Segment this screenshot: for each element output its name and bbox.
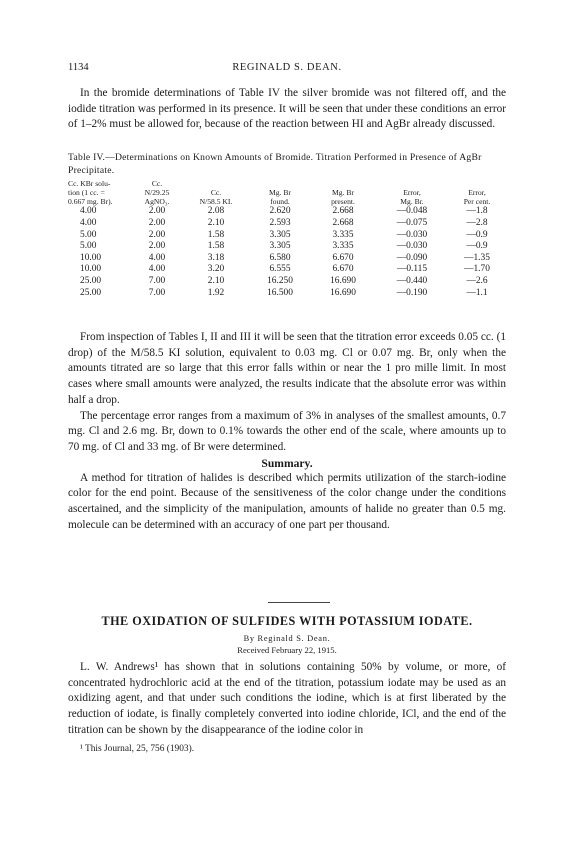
- table-cell: —0.090: [396, 252, 428, 263]
- table-cell: 2.668: [332, 217, 354, 228]
- table-cell: —0.030: [396, 229, 428, 240]
- table-caption-block: [68, 152, 506, 177]
- paragraph-titration-error: From inspection of Tables I, II and III it will be seen that the titration error exceeds 0.05 cc. (1 drop) of the M/58.5 KI solution, equivalent to 0.03 mg. Cl or 0.07 mg. Br, only when the amounts titrated are so large that this error falls within or near the 1 pro mille limit. In most cases where small amounts were analyzed, the results indicate that the absolute error was within half a drop.: [68, 331, 506, 406]
- header-line: Error,: [403, 187, 421, 197]
- article-author: By Reginald S. Dean.: [243, 634, 331, 643]
- table-cell: 25.00: [80, 275, 102, 286]
- table-cell: 7.00: [148, 275, 166, 286]
- header-ki: [182, 180, 250, 206]
- footnote: ¹ This Journal, 25, 756 (1903).: [80, 743, 195, 754]
- table-row: [68, 288, 506, 300]
- table-cell: 2.00: [148, 206, 166, 217]
- table-cell: —0.9: [466, 241, 488, 252]
- header-line: N/29.25: [144, 187, 170, 197]
- table-cell: 16.690: [330, 287, 356, 298]
- table-cell: 10.00: [80, 252, 102, 263]
- table-cell: —0.030: [396, 241, 428, 252]
- header-error-percent: [448, 180, 506, 206]
- table-cell: —1.35: [464, 252, 490, 263]
- table-cell: 3.20: [207, 264, 225, 275]
- header-line: AgNO₃.: [144, 196, 170, 206]
- header-line: present.: [331, 196, 355, 206]
- table-cell: —1.70: [464, 264, 490, 275]
- header-line: Mg. Br.: [400, 196, 424, 206]
- header-line: 0.667 mg. Br).: [68, 196, 113, 206]
- table-cell: 4.00: [148, 252, 166, 263]
- article-heading-block: [68, 614, 506, 655]
- table-cell: 6.670: [332, 252, 354, 263]
- table-cell: —0.440: [396, 275, 428, 286]
- table-row: [68, 206, 506, 218]
- table-cell: 4.00: [80, 217, 97, 228]
- table-cell: 16.250: [267, 275, 293, 286]
- table-cell: 3.335: [332, 241, 354, 252]
- data-table: [68, 180, 506, 299]
- paragraph-andrews: L. W. Andrews¹ has shown that in solutions containing 50% by volume, or more, of concentrated hydrochloric acid at the end of the titration, potassium iodate may be used as an oxidizing agent, and that under such conditions the iodine, which is at first liberated by the reduction of iodate, is finally completely converted into iodine chloride, ICl, and the end of the titration can be shown by the disappearance of the iodine color in: [68, 661, 506, 736]
- table-cell: 2.10: [207, 217, 225, 228]
- header-br-found: [250, 180, 310, 206]
- table-cell: —2.8: [466, 217, 488, 228]
- header-br-present: [310, 180, 376, 206]
- paragraph-summary: A method for titration of halides is described which permits utilization of the starch-iodine color for the end point. Because of the sensitiveness of the color change under the conditions ascertained, and the simplicity of the manipulation, amounts of halide no greater than 0.5 mg. molecule can be determined with an accuracy of one part per thousand.: [68, 471, 506, 531]
- table-cell: 2.668: [332, 206, 354, 217]
- table-cell: 1.58: [207, 229, 225, 240]
- table-cell: 6.555: [269, 264, 291, 275]
- table-cell: —1.8: [466, 206, 488, 217]
- table-iv: [68, 180, 506, 299]
- header-line: Mg. Br: [269, 187, 291, 197]
- paragraph-bromide-determinations: In the bromide determinations of Table IV the silver bromide was not filtered off, and the iodide titration was performed in its presence. It will be seen that under these conditions an error of 1–2% must be allowed for, because of the reaction between HI and AgBr already discussed.: [68, 87, 506, 131]
- table-cell: —0.075: [396, 217, 428, 228]
- table-cell: —0.190: [396, 287, 428, 298]
- table-cell: 16.690: [330, 275, 356, 286]
- table-cell: 1.92: [207, 287, 225, 298]
- table-cell: 2.00: [148, 229, 166, 240]
- table-cell: —1.1: [466, 287, 488, 298]
- table-row: [68, 241, 506, 253]
- table-cell: 2.08: [207, 206, 225, 217]
- table-row: [68, 264, 506, 276]
- table-cell: 2.10: [207, 275, 225, 286]
- table-cell: 3.335: [332, 229, 354, 240]
- summary-heading: Summary.: [261, 456, 313, 470]
- header-error-mg: [376, 180, 448, 206]
- table-cell: 7.00: [148, 287, 166, 298]
- header-line: Cc.: [151, 179, 163, 188]
- table-cell: 4.00: [148, 264, 166, 275]
- discussion-block: [68, 330, 506, 533]
- header-line: Mg. Br: [332, 187, 354, 197]
- page-number: 1134: [68, 62, 89, 73]
- header-line: found.: [270, 196, 290, 206]
- table-caption: Table IV.—Determinations on Known Amounts of Bromide. Titration Performed in Presence of AgBr Precipitate.: [68, 152, 482, 176]
- bromide-paragraph-block: [68, 86, 506, 133]
- table-row: [68, 253, 506, 265]
- table-cell: 6.580: [269, 252, 291, 263]
- header-line: N/58.5 KI.: [199, 196, 233, 206]
- table-row: [68, 218, 506, 230]
- table-cell: 3.18: [207, 252, 225, 263]
- table-header-row: [68, 180, 506, 206]
- header-line: Cc.: [210, 187, 222, 197]
- table-cell: 3.305: [269, 229, 291, 240]
- table-cell: 25.00: [80, 287, 102, 298]
- table-row: [68, 276, 506, 288]
- table-cell: —2.6: [466, 275, 488, 286]
- table-row: [68, 230, 506, 242]
- table-cell: —0.9: [466, 229, 488, 240]
- article-title: THE OXIDATION OF SULFIDES WITH POTASSIUM IODATE.: [101, 614, 473, 628]
- received-date: Received February 22, 1915.: [237, 645, 337, 655]
- running-header: [68, 62, 506, 78]
- table-cell: 4.00: [80, 206, 97, 217]
- table-cell: 2.00: [148, 217, 166, 228]
- table-cell: 2.00: [148, 241, 166, 252]
- table-cell: 5.00: [80, 241, 97, 252]
- table-cell: 6.670: [332, 264, 354, 275]
- table-cell: 1.58: [207, 241, 225, 252]
- table-cell: 3.305: [269, 241, 291, 252]
- paragraph-percentage-error: The percentage error ranges from a maximum of 3% in analyses of the smallest amounts, 0.7 mg. Cl and 2.6 mg. Br, down to 0.1% towards the other end of the scale, where amounts up to 70 mg. of Cl and 33 mg. of Br were determined.: [68, 409, 506, 453]
- header-line: tion (1 cc. =: [68, 187, 105, 197]
- table-cell: —0.115: [396, 264, 428, 275]
- header-line: Cc. KBr solu-: [68, 179, 111, 188]
- header-kbr-solution: [68, 180, 132, 206]
- header-line: Error,: [468, 187, 486, 197]
- table-cell: 5.00: [80, 229, 97, 240]
- section-divider: [268, 602, 330, 603]
- header-agno3: [132, 180, 182, 206]
- table-cell: 10.00: [80, 264, 102, 275]
- running-title: REGINALD S. DEAN.: [232, 62, 342, 73]
- header-line: Per cent.: [463, 196, 491, 206]
- table-cell: 2.620: [269, 206, 291, 217]
- table-cell: —0.048: [396, 206, 428, 217]
- table-cell: 2.593: [269, 217, 291, 228]
- article-body-block: [68, 660, 506, 755]
- table-cell: 16.500: [267, 287, 293, 298]
